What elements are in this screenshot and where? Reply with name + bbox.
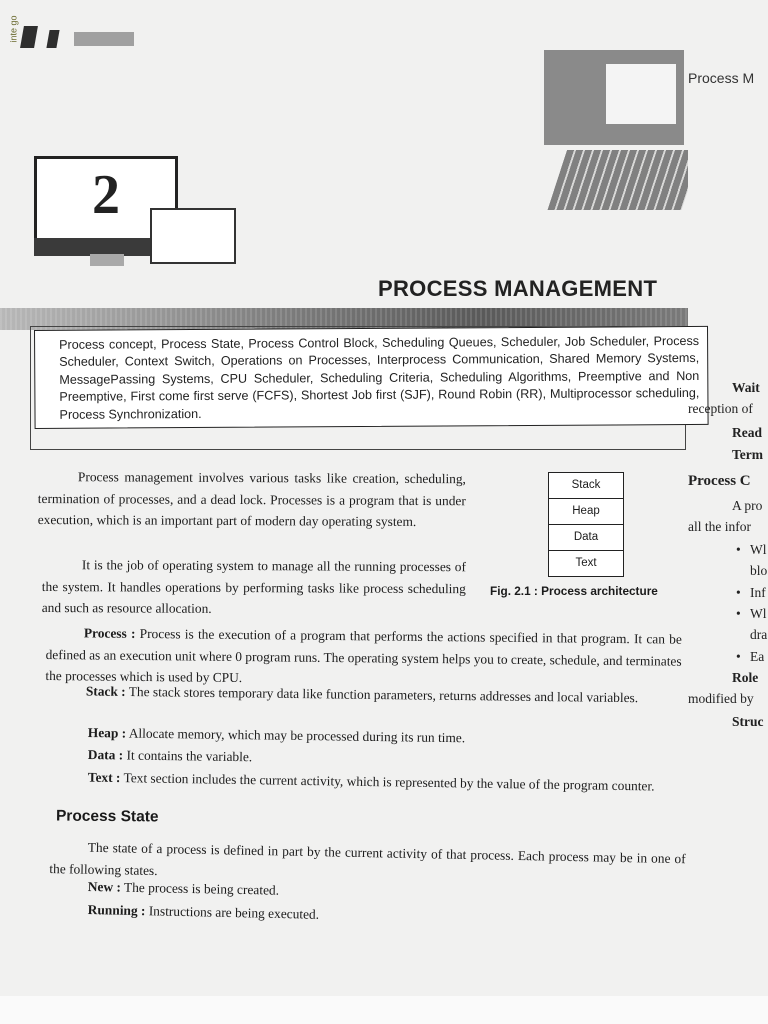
definition: Process is the execution of a program that performs the actions specified in that program. It can be defined as an execution unit where 0 program runs. The operating system helps you to create, schedule, and terminates the processes which is used by CPU. [45, 625, 682, 686]
laptop-keyboard [541, 150, 688, 210]
publisher-logo-fragment [0, 15, 200, 50]
fragment-bullet: • Ea [750, 649, 764, 665]
fragment-text: Role [732, 670, 759, 685]
laptop-screen [544, 50, 684, 145]
fragment-heading: Process C [688, 473, 751, 489]
figure-caption: Fig. 2.1 : Process architecture [490, 584, 658, 598]
definition: Text section includes the current activity, which is represented by the value of the program counter. [123, 770, 655, 794]
term: Data : [87, 746, 124, 763]
term: Stack : [85, 683, 126, 699]
logo-text: inte go [8, 15, 19, 43]
fragment-text: Wait [732, 380, 760, 395]
chapter-topics-box: Process concept, Process State, Process Control Block, Scheduling Queues, Scheduler, Job Scheduler, Process Scheduler, Context Switch, Operations on Processes, Interprocess Communication, Shared Memory Systems, MessagePassing Systems, CPU Scheduler, Scheduling Criteria, Scheduling Algorithms, Preemptive and Non Preemptive, First come first serve (FCFS), Shortest Job first (SJF), Round Robin (RR), Multiprocessor scheduling, Process Synchronization. [34, 326, 709, 429]
fragment-bullet: • Wl [750, 542, 767, 558]
logo-shape [46, 30, 59, 48]
fig-stack-cell: Stack [548, 472, 624, 499]
definition: Allocate memory, which may be processed during its run time. [128, 725, 466, 746]
fragment-text: Term [732, 447, 763, 462]
monitor-stand [90, 254, 124, 266]
definition: It contains the variable. [126, 747, 253, 765]
term: Text : [87, 769, 121, 786]
fragment-text: Read [732, 425, 762, 440]
fragment-text: dra [750, 627, 768, 642]
definition: The process is being created. [123, 879, 280, 898]
logo-shape [74, 32, 134, 46]
fig-data-cell: Data [548, 525, 624, 551]
fig-heap-cell: Heap [548, 499, 624, 525]
fragment-text: reception of [688, 401, 753, 416]
fragment-text: Struc [732, 714, 764, 729]
section-heading: Process State [55, 807, 159, 826]
process-architecture-figure [548, 472, 624, 577]
fragment-text: modified by [688, 691, 754, 706]
running-header: Process M [688, 70, 755, 86]
fragment-bullet: • Inf [750, 585, 766, 601]
fragment-bullet: • Wl [750, 606, 767, 622]
term: Process : [83, 625, 136, 641]
fragment-text: all the infor [688, 519, 751, 534]
term: Running : [87, 901, 146, 919]
process-state-intro: The state of a process is defined in part by the current activity of that process. Each process may be in one of the following states. [49, 839, 686, 878]
laptop-photo [540, 40, 688, 210]
intro-paragraph: Process management involves various tasks like creation, scheduling, termination of processes, and a dead lock. Processes is a program that is under execution, which is an important part of modern day operating system. [37, 469, 466, 529]
term: New : [87, 878, 122, 895]
fig-text-cell: Text [548, 551, 624, 577]
os-job-paragraph: It is the job of operating system to manage all the running processes of the system. It handles operations by performing tasks like process scheduling and such as resource allocation. [41, 557, 466, 616]
tablet-graphic [150, 208, 236, 264]
logo-shape [20, 26, 38, 48]
chapter-title: PROCESS MANAGEMENT [378, 276, 658, 301]
definition: The stack stores temporary data like function parameters, returns addresses and local variables. [128, 683, 639, 706]
fragment-text: A pro [732, 498, 763, 513]
fragment-text: blo [750, 563, 768, 578]
chapter-number: 2 [92, 164, 120, 226]
page-bottom-margin [0, 996, 768, 1024]
definition: Instructions are being executed. [148, 903, 320, 922]
term: Heap : [87, 724, 127, 741]
